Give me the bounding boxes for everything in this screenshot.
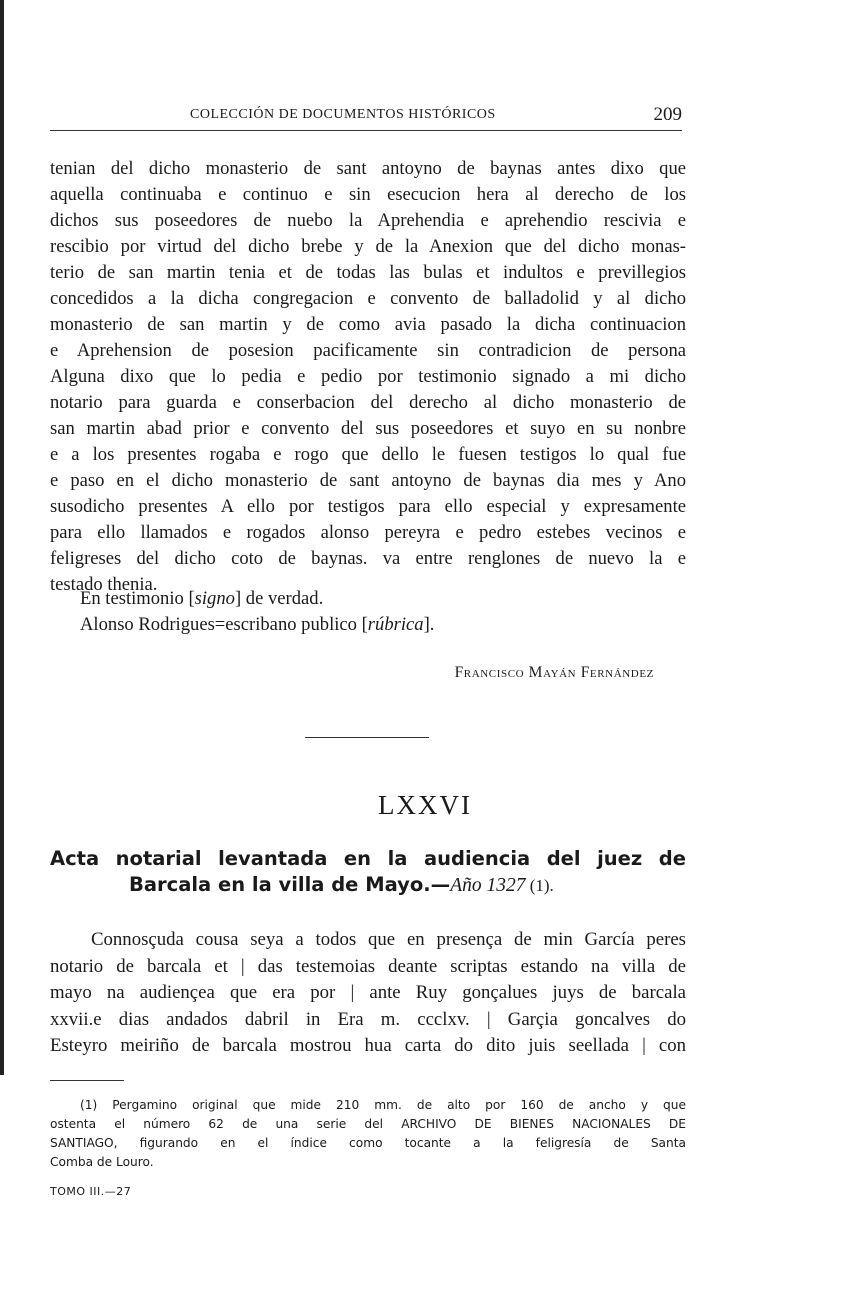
page-number: 209 (653, 104, 682, 125)
text-line: tenian del dicho monasterio de sant antoyno de baynas antes dixo que (50, 158, 686, 179)
heading-line (50, 872, 686, 899)
text-line: notario para guarda e conserbacion del derecho al dicho monasterio de (50, 392, 686, 413)
testimonio-line (80, 586, 434, 612)
charter-line: Esteyro meiriño de barcala mostrou hua carta do dito juis seellada | con (50, 1035, 686, 1056)
text-line: e Aprehension de posesion pacificamente sin contradicion de persona (50, 340, 686, 361)
volume-signature: TOMO III.—27 (50, 1185, 132, 1198)
text-line: rescibio por virtud del dicho brebe y de la Anexion que del dicho monas- (50, 236, 686, 257)
body-paragraph (50, 156, 686, 598)
heading-text: Barcala en la villa de Mayo.— (129, 873, 451, 896)
footnote-line: (1) Pergamino original que mide 210 mm. de alto por 160 de ancho y que (80, 1098, 686, 1112)
heading-line: Acta notarial levantada en la audiencia del juez de (50, 847, 686, 870)
notary-text: Alonso Rodrigues=escribano publico [ (80, 614, 368, 635)
text-line: aquella continuaba e continuo e sin esecucion hera al derecho de los (50, 184, 686, 205)
text-line: testado thenia. (50, 574, 158, 595)
notary-text: ]. (423, 614, 435, 635)
text-line: dichos sus poseedores de nuebo la Aprehendia e aprehendio rescivia e (50, 210, 686, 231)
rubrica-mark: rúbrica (367, 614, 424, 635)
text-line: e paso en el dicho monasterio de sant antoyno de baynas dia mes y Ano (50, 470, 686, 491)
text-line: san martin abad prior e convento del sus poseedores et suyo en su nonbre (50, 418, 686, 439)
charter-line: mayo na audiençea que era por | ante Ruy gonçalues juys de barcala (50, 982, 686, 1003)
section-separator (305, 737, 429, 738)
document-heading (50, 846, 686, 899)
author-signature: Francisco Mayán Fernández (454, 664, 654, 681)
text-line: Alguna dixo que lo pedia e pedio por testimonio signado a mi dicho (50, 366, 686, 387)
text-line: monasterio de san martin y de como avia pasado la dicha continuacion (50, 314, 686, 335)
signo-mark: signo (194, 588, 235, 609)
footnote (50, 1096, 686, 1172)
text-line: feligreses del dicho coto de baynas. va entre renglones de nuevo la e (50, 548, 686, 569)
text-line: susodicho presentes A ello por testigos para ello especial y expresamente (50, 496, 686, 517)
footnote-line: SANTIAGO, figurando en el índice como tocante a la feligresía de Santa (50, 1136, 686, 1150)
text-line: e a los presentes rogaba e rogo que dello le fuesen testigos lo qual fue (50, 444, 686, 465)
running-title: COLECCIÓN DE DOCUMENTOS HISTÓRICOS (190, 107, 496, 122)
running-head (50, 106, 682, 131)
text-line: concedidos a la dicha congregacion e convento de balladolid y al dicho (50, 288, 686, 309)
footnote-rule (50, 1080, 124, 1081)
notary-line (80, 612, 434, 638)
testimonio-block (80, 586, 434, 638)
document-number: LXXVI (378, 790, 472, 820)
testimonio-text: ] de verdad. (234, 588, 324, 609)
page-edge (0, 0, 4, 1075)
footnote-line: ostenta el número 62 de una serie del ARCHIVO DE BIENES NACIONALES DE (50, 1117, 686, 1131)
charter-line: xxvii.e dias andados dabril in Era m. ccclxv. | Garçia goncalves do (50, 1008, 686, 1030)
footnote-ref: (1). (525, 876, 554, 895)
text-line: para ello llamados e rogados alonso pereyra e pedro estebes vecinos e (50, 522, 686, 543)
charter-text (50, 927, 686, 1060)
footnote-line: Comba de Louro. (50, 1155, 154, 1169)
testimonio-text: En testimonio [ (80, 588, 195, 609)
charter-line: notario de barcala et | das testemoias deante scriptas estando na villa de (50, 955, 686, 977)
charter-line: Connosçuda cousa seya a todos que en presença de min García peres (91, 929, 686, 950)
text-line: terio de san martin tenia et de todas las bulas et indultos e previllegios (50, 262, 686, 283)
heading-year: Año 1327 (450, 875, 526, 896)
